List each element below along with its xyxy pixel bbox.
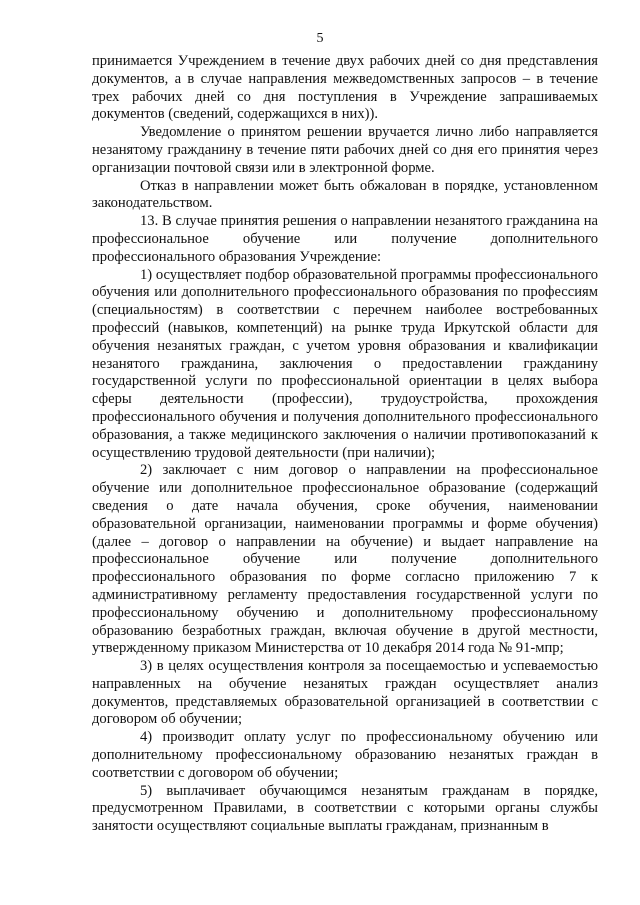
paragraph: Уведомление о принятом решении вручается лично либо направляется незанятому гражданину в течение пяти рабочих дней со дня его принятия через организации почтовой связи или в электронной форме. — [92, 124, 598, 176]
paragraph: принимается Учреждением в течение двух рабочих дней со дня представления документов, а в случае направления межведомственных запросов – в течение трех рабочих дней со дня поступления в Учреждение запрашиваемых документов (сведений, содержащихся в них)). — [92, 53, 598, 123]
paragraph: 1) осуществляет подбор образовательной программы профессионального обучения или дополнительного профессионального образования по профессиям (специальностям) в соответствии с перечнем наиболее востребованных профессий (навыков, компетенций) на рынке труда Иркутской области для обучения незанятых граждан, с учетом уровня образования и квалификации незанятого гражданина, заключения о предоставлении гражданину государственной услуги по профессиональной ориентации в целях выбора сферы деятельности (профессии), трудоустройства, прохождения профессионального обучения и получения дополнительного профессионального образования, а также медицинского заключения о наличии противопоказаний к осуществлению трудовой деятельности (при наличии); — [92, 266, 598, 461]
paragraph: 2) заключает с ним договор о направлении на профессиональное обучение или дополнительное профессиональное образование (содержащий сведения о дате начала обучения, сроке обучения, наименовании образовательной организации, наименовании программы и форме обучения) (далее – договор о направлении на обучение) и выдает направление на профессиональное обучение или получение дополнительного профессионального образования по форме согласно приложению 7 к административному регламенту предоставления государственной услуги по профессиональному обучению и дополнительному профессиональному образованию безработных граждан, включая обучение в другой местности, утвержденному приказом Министерства от 10 декабря 2014 года № 91-мпр; — [92, 462, 598, 657]
page-number: 5 — [316, 31, 324, 46]
body-text — [92, 53, 598, 836]
paragraph: 4) производит оплату услуг по профессиональному обучению или дополнительному профессиональному образованию незанятых граждан в соответствии с договором об обучении; — [92, 729, 598, 781]
paragraph: Отказ в направлении может быть обжалован в порядке, установленном законодательством. — [92, 177, 598, 212]
paragraph: 3) в целях осуществления контроля за посещаемостью и успеваемостью направленных на обучение незанятых граждан осуществляет анализ документов, представляемых образовательной организацией в соответствии с договором об обучении; — [92, 658, 598, 728]
paragraph: 5) выплачивает обучающимся незанятым гражданам в порядке, предусмотренном Правилами, в соответствии с которыми органы службы занятости осуществляют социальные выплаты гражданам, признанным в — [92, 782, 598, 835]
paragraph: 13. В случае принятия решения о направлении незанятого гражданина на профессиональное обучение или получение дополнительного профессионального образования Учреждение: — [92, 213, 598, 265]
